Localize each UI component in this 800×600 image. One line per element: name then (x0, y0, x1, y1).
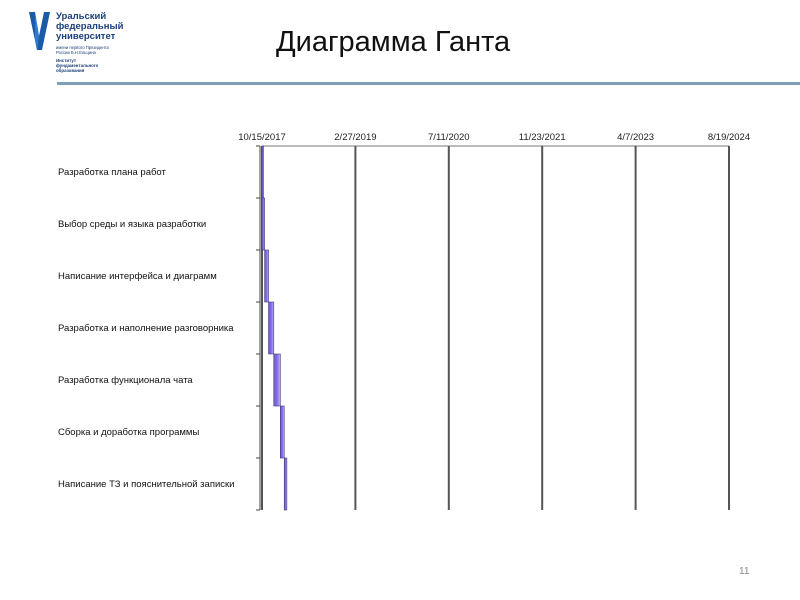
task-bar (269, 302, 274, 354)
task-label: Разработка функционала чата (58, 375, 193, 386)
task-bar (262, 146, 264, 198)
logo-name: Уральский федеральный университет (56, 11, 124, 42)
x-tick-label: 11/23/2021 (518, 132, 566, 143)
x-tick-label: 4/7/2023 (617, 132, 655, 143)
task-bar (280, 406, 284, 458)
task-bar (262, 198, 265, 250)
logo-subtitle: имени первого Президента России Б.Н.Ельцина (56, 45, 109, 55)
logo-institute: Институт фундаментального образования (56, 58, 99, 73)
task-label: Сборка и доработка программы (58, 427, 200, 438)
x-tick-label: 7/11/2020 (428, 132, 470, 143)
task-bar (265, 250, 269, 302)
task-label: Выбор среды и языка разработки (58, 219, 207, 230)
task-label: Разработка плана работ (58, 167, 166, 178)
task-label: Разработка и наполнение разговорника (58, 323, 234, 334)
task-label: Написание интерфейса и диаграмм (58, 271, 217, 282)
task-label: Написание ТЗ и пояснительной записки (58, 479, 235, 490)
x-tick-label: 2/27/2019 (334, 132, 377, 143)
task-bar (274, 354, 281, 406)
x-tick-label: 10/15/2017 (238, 132, 286, 143)
slide-title: Диаграмма Ганта (276, 26, 511, 58)
task-bar (284, 458, 287, 510)
x-tick-label: 8/19/2024 (707, 132, 751, 143)
page-number: 11 (739, 566, 750, 577)
